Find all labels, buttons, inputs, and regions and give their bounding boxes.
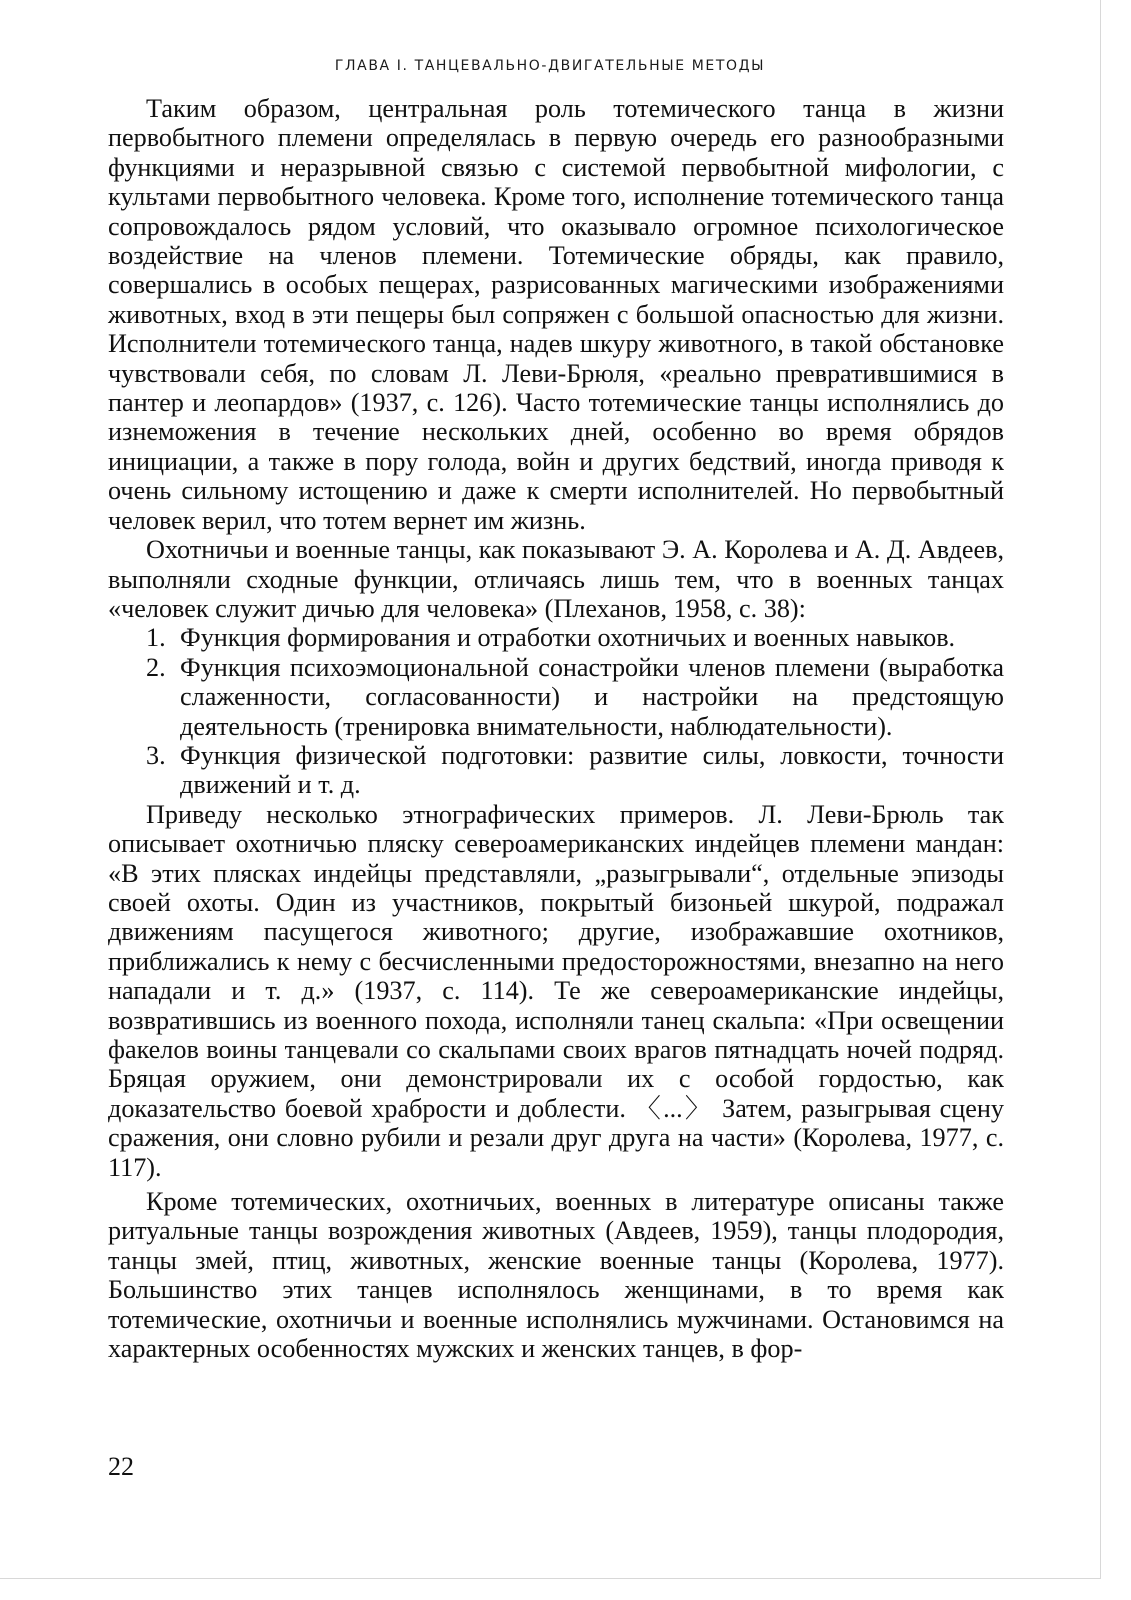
paragraph-hunting-war-dances: Охотничьи и военные танцы, как показывают Э. А. Королева и А. Д. Авдеев, выполняли сходные функции, отличаясь лишь тем, что в военных танцах «человек служит дичью для человека» (Плеханов, 1958, с. 38): <box>108 535 1004 623</box>
list-item-number: 1. <box>146 623 166 653</box>
list-item <box>108 623 1004 652</box>
paragraph-totemic-dance: Таким образом, центральная роль тотемического танца в жизни первобытного племени определялась в первую очередь его разнообразными функциями и неразрывной связью с системой первобытной мифологии, с культами первобытного человека. Кроме того, исполнение тотемического танца сопровождалось рядом условий, что оказывало огромное психологическое воздействие на членов племени. Тотемические обряды, как правило, совершались в особых пещерах, разрисованных магическими изображениями животных, вход в эти пещеры был сопряжен с большой опасностью для жизни. Исполнители тотемического танца, надев шкуру животного, в такой обстановке чувствовали себя, по словам Л. Леви-Брюля, «реально превратившимися в пантер и леопардов» (1937, с. 126). Часто тотемические танцы исполнялись до изнеможения в течение нескольких дней, особенно во время обрядов инициации, а также в пору голода, войн и других бедствий, иногда приводя к очень сильному истощению и даже к смерти исполнителей. Но первобытный человек верил, что тотем вернет им жизнь. <box>108 94 1004 535</box>
page-number: 22 <box>108 1452 134 1481</box>
list-item-number: 2. <box>146 652 166 682</box>
list-item <box>108 741 1004 800</box>
functions-list <box>108 623 1004 799</box>
paragraph-other-dances: Кроме тотемических, охотничьих, военных в литературе описаны также ритуальные танцы возрождения животных (Авдеев, 1959), танцы плодородия, танцы змей, птиц, животных, женские военные танцы (Королева, 1977). Большинство этих танцев исполнялось женщинами, в то время как тотемические, охотничьи и военные исполнялись мужчинами. Остановимся на характерных особенностях мужских и женских танцев, в фор- <box>108 1187 1004 1364</box>
paragraph-ethnographic-examples: Приведу несколько этнографических примеров. Л. Леви-Брюль так описывает охотничью пляску североамериканских индейцев племени мандан: «В этих плясках индейцы представляли, „разыгрывали“, отдельные эпизоды своей охоты. Один из участников, покрытый бизоньей шкурой, подражал движениям пасущегося животного; другие, изображавшие охотников, приближались к нему с бесчисленными предосторожностями, внезапно на него нападали и т. д.» (1937, с. 114). Те же североамериканские индейцы, возвратившись из военного похода, исполняли танец скальпа: «При освещении факелов воины танцевали со скальпами своих врагов пятнадцать ночей подряд. Бряцая оружием, они демонстрировали их с особой гордостью, как доказательство боевой храбрости и доблести. 〈...〉 Затем, разыгрывая сцену сражения, они словно рубили и резали друг друга на части» (Королева, 1977, с. 117). <box>108 799 1004 1182</box>
running-head: ГЛАВА I. ТАНЦЕВАЛЬНО-ДВИГАТЕЛЬНЫЕ МЕТОДЫ <box>334 58 766 74</box>
body-text <box>108 94 1004 1363</box>
list-item <box>108 653 1004 741</box>
list-item-text: Функция формирования и отработки охотничьих и военных навыков. <box>180 623 956 653</box>
list-item-number: 3. <box>146 740 166 770</box>
list-item-text: Функция психоэмоциональной сонастройки членов племени (выработка слаженности, согласованности) и настройки на предстоящую деятельность (тренировка внимательности, наблюдательности). <box>180 652 1004 741</box>
list-item-text: Функция физической подготовки: развитие силы, ловкости, точности движений и т. д. <box>180 740 1004 800</box>
